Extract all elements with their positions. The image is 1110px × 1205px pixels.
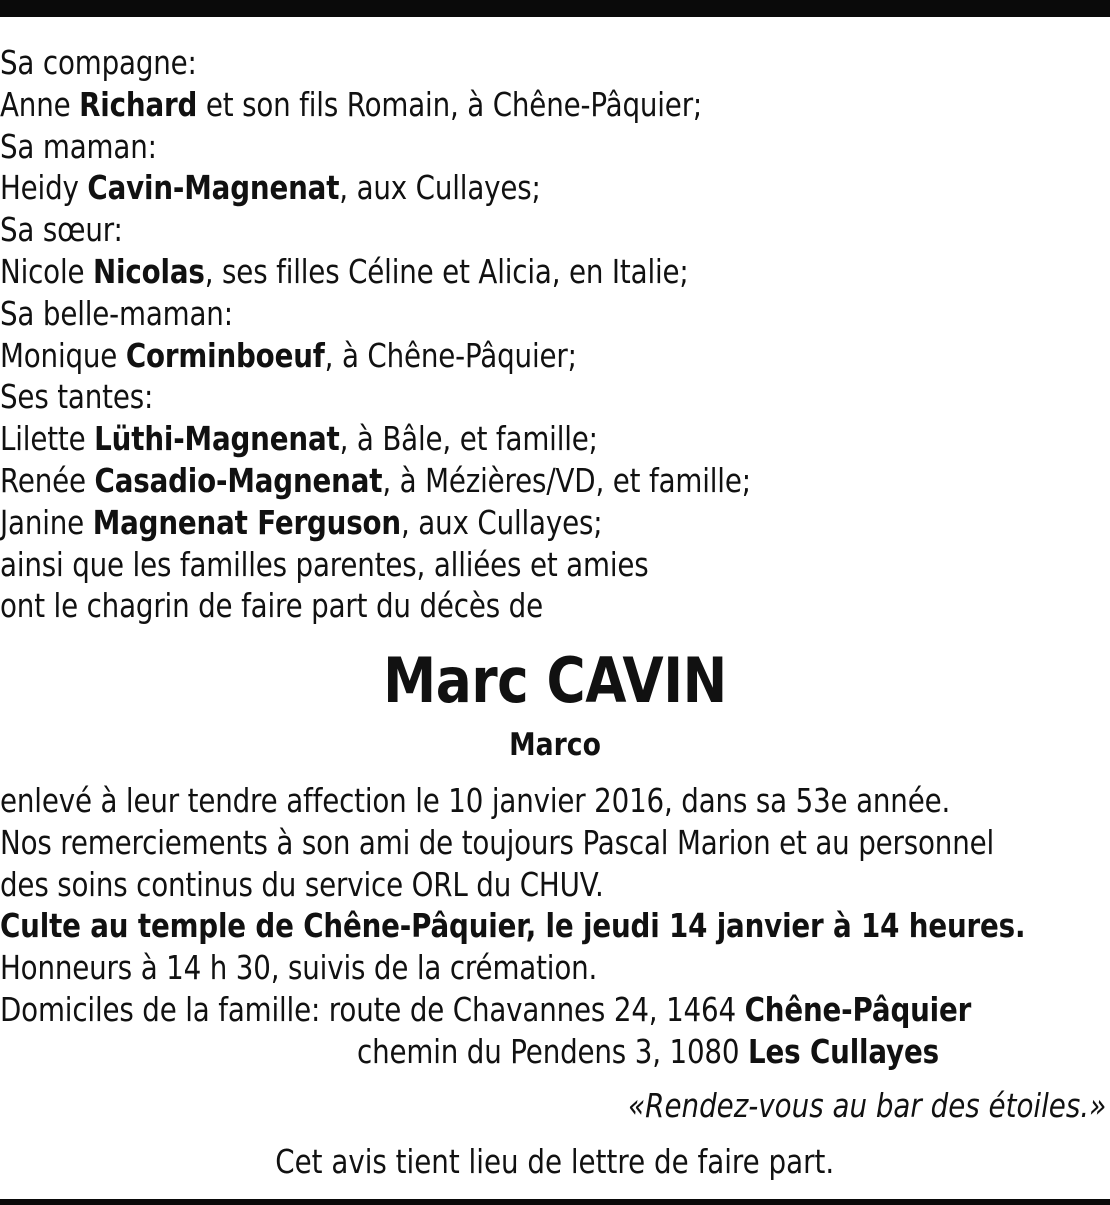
deceased-block [0,645,1110,773]
family-line: Ses tantes: [0,377,154,417]
family-line: Sa belle-maman: [0,293,233,333]
honors-line: Honneurs à 14 h 30, suivis de la crémation. [0,948,598,988]
quote: «Rendez-vous au bar des étoiles.» [627,1086,1106,1125]
family-line: Nicole Nicolas, ses filles Céline et Alicia, en Italie; [0,251,689,291]
top-rule [0,0,1110,17]
service-line: Culte au temple de Chêne-Pâquier, le jeudi 14 janvier à 14 heures. [0,906,1026,946]
details-line: enlevé à leur tendre affection le 10 janvier 2016, dans sa 53e année. [0,781,951,820]
domicile-line: Domiciles de la famille: route de Chavannes 24, 1464 Chêne-Pâquier [0,989,972,1029]
notice-details [0,780,1110,1073]
deceased-name: Marc CAVIN [383,644,727,717]
footer [0,1141,1110,1183]
details-line: des soins continus du service ORL du CHUV. [0,864,604,904]
family-line: Sa compagne: [0,43,197,82]
family-line: ainsi que les familles parentes, alliées et amies [0,544,649,584]
family-list [0,42,1110,627]
family-line: Janine Magnenat Ferguson, aux Cullayes; [0,502,603,542]
deceased-nickname: Marco [509,727,601,763]
family-line: Renée Casadio-Magnenat, à Mézières/VD, et famille; [0,460,751,500]
family-line: Monique Corminboeuf, à Chêne-Pâquier; [0,335,577,375]
family-line: ont le chagrin de faire part du décès de [0,586,543,626]
family-line: Anne Richard et son fils Romain, à Chêne-Pâquier; [0,84,703,124]
family-line: Lilette Lüthi-Magnenat, à Bâle, et famille; [0,419,598,459]
family-line: Sa maman: [0,126,157,166]
bottom-rule [0,1199,1110,1205]
footer-text: Cet avis tient lieu de lettre de faire part. [275,1142,835,1181]
family-line: Sa sœur: [0,210,123,250]
details-line: Nos remerciements à son ami de toujours Pascal Marion et au personnel [0,822,995,862]
family-line: Heidy Cavin-Magnenat, aux Cullayes; [0,168,541,208]
domicile-line: chemin du Pendens 3, 1080 Les Cullayes [357,1031,939,1071]
